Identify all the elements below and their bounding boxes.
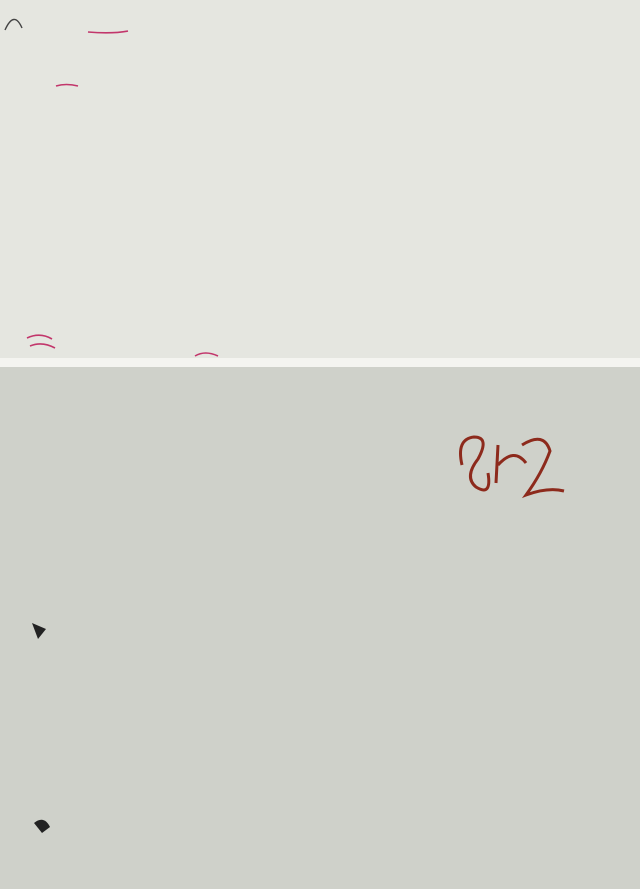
handwritten-number-drawing: [452, 425, 572, 515]
sheet-divider: [0, 358, 640, 367]
award-sheet-top: [0, 0, 640, 358]
pen-underline-mark: [0, 0, 640, 358]
order-sheet-bottom: [0, 367, 640, 889]
margin-pin-mark: [28, 603, 88, 663]
handwritten-number: [452, 425, 572, 519]
margin-pin-mark-lower: [30, 809, 90, 869]
